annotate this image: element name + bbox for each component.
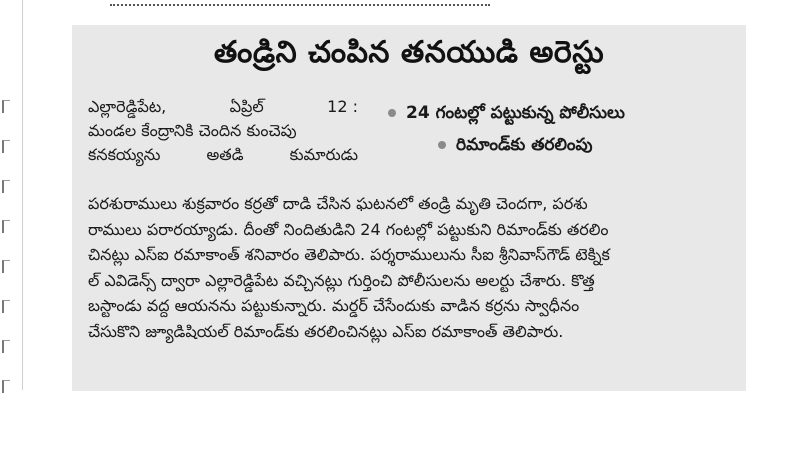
intro-text: అతడి [206,145,244,164]
previous-article-cut-text [110,0,490,8]
body-line: చేసుకొని జ్యూడిషియల్ రిమాండ్‌కు తరలించినట్లు ఎస్‌ఐ రమాకాంత్ తెలిపారు. [88,321,564,341]
article-intro [88,95,358,167]
body-line: చినట్లు ఎస్‌ఐ రమాకాంత్ శనివారం తెలిపారు. పర్శరాములును సీఐ శ్రీనివాస్‌గౌడ్ టెక్నిక [88,245,610,264]
dateline-day: 12 : [327,97,358,116]
body-line: బస్టాండు వద్ద ఆయనను పట్టుకున్నారు. మర్డర్ చేసేందుకు వాడిన కర్రను స్వాధీనం [88,296,580,315]
intro-text: కుమారుడు [289,145,358,164]
dateline-month: ఏప్రిల్ [229,97,264,116]
article-headline: తండ్రిని చంపిన తనయుడి అరెస్టు [213,35,605,70]
bullet-text: రిమాండ్‌కు తరలింపు [456,135,593,155]
dateline-place: ఎల్లారెడ్డిపేట, [88,97,167,116]
adjacent-column-edge [0,0,23,390]
article-body [88,191,732,344]
body-line: పరశురాములు శుక్రవారం కర్రతో దాడి చేసిన ఘటనలో తండ్రి మృతి చెందగా, పరశు [88,194,588,213]
body-line: రాములు పరారయ్యాడు. దీంతో నిందితుడిని 24 గంటల్లో పట్టుకుని రిమాండ్‌కు తరలిం [88,219,609,239]
body-line: ల్ ఎవిడెన్స్ ద్వారా ఎల్లారెడ్డిపేట వచ్చినట్లు గుర్తించి పోలీసులను అలర్టు చేశారు. కొత్త [88,270,595,290]
adjacent-column-text-fragments [2,100,16,393]
highlight-bullets [388,97,738,161]
intro-text: మండల కేంద్రానికి చెందిన కుంచెపు [88,121,297,140]
news-article [72,25,746,391]
intro-line [88,143,358,167]
intro-text: కనకయ్యను [88,145,161,164]
highlight-bullet [388,97,738,129]
bullet-dot-icon [388,109,396,117]
intro-line [88,95,358,119]
bullet-text: 24 గంటల్లో పట్టుకున్న పోలీసులు [406,103,625,123]
highlight-bullet [438,129,738,161]
bullet-dot-icon [438,141,446,149]
intro-line [88,119,358,143]
